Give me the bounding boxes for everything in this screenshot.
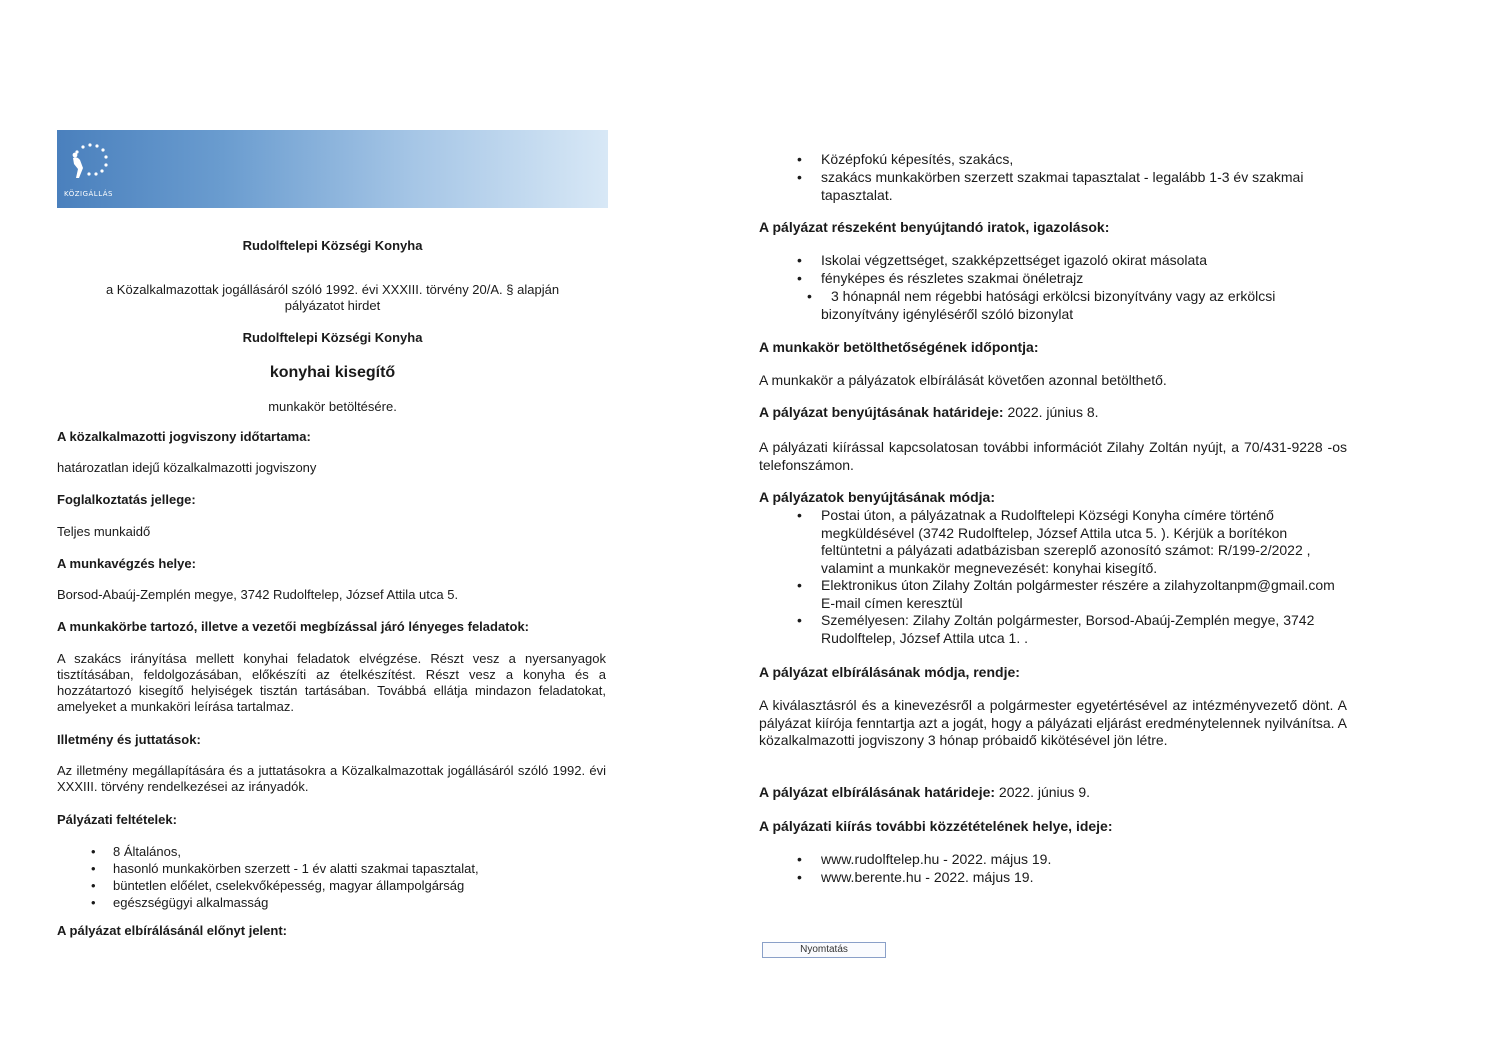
right-page	[750, 0, 1500, 1061]
publication-heading: A pályázati kiírás további közzétételének helye, ideje:	[759, 818, 1113, 834]
intro-line-2: pályázatot hirdet	[284, 298, 381, 313]
print-button[interactable]: Nyomtatás	[762, 942, 886, 958]
documents-list	[797, 251, 1347, 323]
list-item: • www.berente.hu - 2022. május 19.	[797, 868, 1347, 886]
section-tasks-heading: A munkakörbe tartozó, illetve a vezetői megbízással járó lényeges feladatok:	[57, 619, 530, 634]
evaluation-heading: A pályázat elbírálásának módja, rendje:	[759, 664, 1020, 680]
list-item: • www.rudolftelep.hu - 2022. május 19.	[797, 850, 1347, 868]
kozigallas-banner	[57, 130, 608, 208]
banner-label: KÖZIGÁLLÁS	[64, 190, 113, 198]
requirements-list	[91, 843, 591, 911]
list-item: • 8 Általános,	[91, 843, 591, 860]
submission-deadline	[759, 404, 1099, 420]
list-item: • hasonló munkakörben szerzett - 1 év alatti szakmai tapasztalat,	[91, 860, 591, 877]
section-workplace-body: Borsod-Abaúj-Zemplén megye, 3742 Rudolftelep, József Attila utca 5.	[57, 587, 459, 602]
list-item: • 3 hónapnál nem régebbi hatósági erkölcsi bizonyítvány vagy az erkölcsi bizonyítvány igényléséről szóló bizonylat	[797, 287, 1347, 323]
organization-name: Rudolftelepi Községi Konyha	[242, 238, 423, 253]
intro-line-1: a Közalkalmazottak jogállásáról szóló 1992. évi XXXIII. törvény 20/A. § alapján	[105, 282, 560, 297]
documents-heading: A pályázat részeként benyújtandó iratok, igazolások:	[759, 219, 1110, 235]
submission-methods-list	[797, 507, 1347, 647]
section-salary-body: Az illetmény megállapítására és a juttatásokra a Közalkalmazottak jogállásáról szóló 1992. évi XXXIII. törvény rendelkezései az irányadók.	[57, 763, 606, 794]
publication-list	[797, 850, 1347, 886]
section-duration-heading: A közalkalmazotti jogviszony időtartama:	[57, 429, 311, 444]
evaluation-deadline-label: A pályázat elbírálásának határideje:	[759, 784, 996, 800]
evaluation-body: A kiválasztásról és a kinevezésről a polgármester egyetértésével az intézményvezető dönt. A pályázat kiírója fenntartja azt a jogát, hogy a pályázati eljárást eredménytelennek nyilvánítsa. A közalkalmazotti jogviszony 3 hónap próbaidő kikötésével jön létre.	[759, 697, 1347, 748]
section-requirements-heading: Pályázati feltételek:	[57, 812, 177, 827]
evaluation-deadline-value: 2022. június 9.	[995, 784, 1090, 800]
section-workplace-heading: A munkavégzés helye:	[57, 556, 196, 571]
list-item: • Elektronikus úton Zilahy Zoltán polgármester részére a zilahyzoltanpm@gmail.com E-mail címen keresztül	[797, 577, 1347, 612]
list-item: • Iskolai végzettséget, szakképzettséget igazoló okirat másolata	[797, 251, 1347, 269]
list-item: • szakács munkakörben szerzett szakmai tapasztalat - legalább 1-3 év szakmai tapasztalat.	[797, 168, 1347, 204]
evaluation-deadline	[759, 784, 1090, 800]
section-tasks-body: A szakács irányítása mellett konyhai feladatok elvégzése. Részt vesz a nyersanyagok tisztításában, feldolgozásában, előkészíti az ételkészítést. Részt vesz a konyha és a hozzátartozó kisegítő helyiségek tisztán tartásában. Továbbá ellátja mindazon feladatokat, amelyeket a munkaköri leírása tartalmaz.	[57, 651, 606, 714]
start-date-heading: A munkakör betölthetőségének időpontja:	[759, 339, 1039, 355]
deadline-value: 2022. június 8.	[1003, 404, 1099, 420]
section-employment-heading: Foglalkoztatás jellege:	[57, 492, 196, 507]
position-title: konyhai kisegítő	[269, 364, 396, 381]
organization-name-2: Rudolftelepi Községi Konyha	[242, 330, 423, 345]
list-item: • Középfokú képesítés, szakács,	[797, 150, 1347, 168]
kozigallas-logo-icon	[63, 138, 123, 188]
contact-info: A pályázati kiírással kapcsolatosan további információt Zilahy Zoltán nyújt, a 70/431-9228 -os telefonszámon.	[759, 439, 1347, 473]
section-salary-heading: Illetmény és juttatások:	[57, 732, 201, 747]
list-item: • Postai úton, a pályázatnak a Rudolftelepi Községi Konyha címére történő megküldésével (3742 Rudolftelep, József Attila utca 5. ). Kérjük a borítékon feltüntetni a pályázati adatbázisban szereplő azonosító számot: R/199-2/2022 , valamint a munkakör megnevezését: konyhai kisegítő.	[797, 507, 1347, 577]
section-employment-body: Teljes munkaidő	[57, 524, 151, 539]
list-item: • Személyesen: Zilahy Zoltán polgármester, Borsod-Abaúj-Zemplén megye, 3742 Rudolftelep, József Attila utca 1. .	[797, 612, 1347, 647]
section-duration-body: határozatlan idejű közalkalmazotti jogviszony	[57, 460, 317, 475]
list-item: • fényképes és részletes szakmai önéletrajz	[797, 269, 1347, 287]
list-item: • büntetlen előélet, cselekvőképesség, magyar állampolgárság	[91, 877, 591, 894]
deadline-label: A pályázat benyújtásának határideje:	[759, 404, 1004, 420]
advantages-list	[797, 150, 1347, 204]
start-date-body: A munkakör a pályázatok elbírálását követően azonnal betölthető.	[759, 372, 1167, 388]
section-advantages-heading: A pályázat elbírálásánál előnyt jelent:	[57, 923, 287, 938]
list-item: • egészségügyi alkalmasság	[91, 894, 591, 911]
submission-methods-heading: A pályázatok benyújtásának módja:	[759, 489, 995, 505]
position-suffix: munkakör betöltésére.	[268, 399, 397, 414]
